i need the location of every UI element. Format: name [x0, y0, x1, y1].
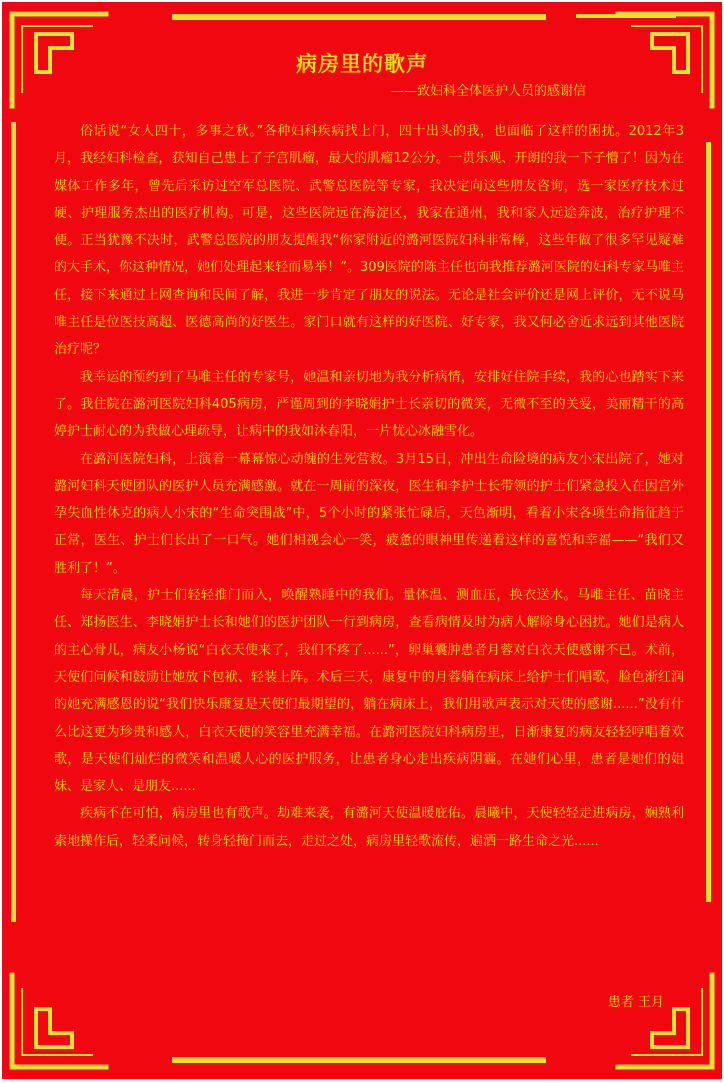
top-border-bar: [172, 14, 546, 20]
left-border-bar: [11, 122, 16, 922]
letter-subtitle: ——致妇科全体医护人员的感谢信: [390, 84, 586, 99]
corner-ornament-bottom-right: [612, 969, 722, 1079]
letter-page: [2, 2, 722, 1079]
letter-signature: 患者 王月: [607, 995, 664, 1010]
paragraph: 俗话说“女人四十，多事之秋。”各种妇科疾病找上门，四十出头的我，也面临了这样的困扰。2012年3月，我经妇科检查，获知自己患上了子宫肌瘤，最大的肌瘤12公分。一贯乐观、开朗的我一下子懵了！因为在媒体工作多年，曾先后采访过空军总医院、武警总医院等专家，我决定向这些朋友咨询，选一家医疗技术过硬、护理服务杰出的医疗机构。可是，这些医院远在海淀区，我家在通州，我和家人远途奔波，治疗护理不便。正当犹豫不决时，武警总医院的朋友提醒我“你家附近的潞河医院妇科非常棒，这些年做了很多罕见疑难的大手术，你这种情况，她们处理起来轻而易举！”。309医院的陈主任也向我推荐潞河医院的妇科专家马唯主任，接下来通过上网查询和民间了解，我进一步肯定了朋友的说法。无论是社会评价还是网上评价，无不说马唯主任是位医技高超、医德高尚的好医生。家门口就有这样的好医院、好专家，我又何必舍近求远到其他医院治疗呢？: [54, 124, 684, 358]
corner-ornament-bottom-left: [2, 969, 112, 1079]
paragraph: 我幸运的预约到了马唯主任的专家号，她温和亲切地为我分析病情，安排好住院手续，我的心也踏实下来了。我住院在潞河医院妇科405病房，严谨周到的李晓娟护士长亲切的微笑，无微不至的关爱，美丽精干的高婷护士耐心的为我做心理疏导，让病中的我如沐春阳，一片忧心冰融雪化。: [54, 369, 684, 440]
paragraph: 每天清晨，护士们轻轻推门而入，唤醒熟睡中的我们。量体温、测血压，换衣送水。马唯主任、苗晓主任、郑扬医生、李晓娟护士长和她们的医护团队一行到病房，查看病情及时为病人解除身心困扰。她们是病人的主心骨儿，病友小杨说“白衣天使来了，我们不疼了......”，卵巢囊肿患者月蓉对白衣天使感谢不已。术前，天使们问候和鼓励让她放下包袱、轻装上阵。术后三天，康复中的月蓉躺在病床上给护士们唱歌，脸色渐红润的她充满感恩的说“我们快乐康复是天使们最期望的，躺在病床上，我们用歌声表示对天使的感谢......”没有什么比这更为珍贵和感人，白衣天使的笑容里充满幸福。在潞河医院妇科病房里，日渐康复的病友轻轻哼唱着欢歌，是天使们灿烂的微笑和温暖人心的医护服务，让患者身心走出疾病阴霾。在她们心里，患者是她们的姐妹、是家人、是朋友......: [54, 588, 684, 795]
letter-body: [54, 118, 684, 855]
paragraph: 疾病不在可怕，病房里也有歌声。劫难来袭，有潞河天使温暖庇佑。晨曦中，天使轻轻走进病房，娴熟利索地操作后，轻柔问候，转身轻掩门而去，走过之处，病房里轻歌流传，遍洒一路生命之光......: [54, 806, 684, 849]
letter-title: 病房里的歌声: [296, 52, 428, 76]
bottom-border-bar: [172, 1057, 546, 1063]
right-border-bar: [706, 142, 711, 902]
paragraph: 在潞河医院妇科，上演着一幕幕惊心动魄的生死营救。3月15日，冲出生命险境的病友小宋出院了，她对潞河妇科天使团队的医护人员充满感激。就在一周前的深夜，医生和李护士长带领的护士们紧急投入在因宫外孕失血性休克的病人小宋的“生命突围战”中，5个小时的紧张忙碌后，天色渐明，看着小宋各项生命指征趋于正常，医生、护士们长出了一口气。她们相视会心一笑，疲惫的眼神里传递着这样的喜悦和幸福——“我们又胜利了！”。: [54, 451, 684, 576]
